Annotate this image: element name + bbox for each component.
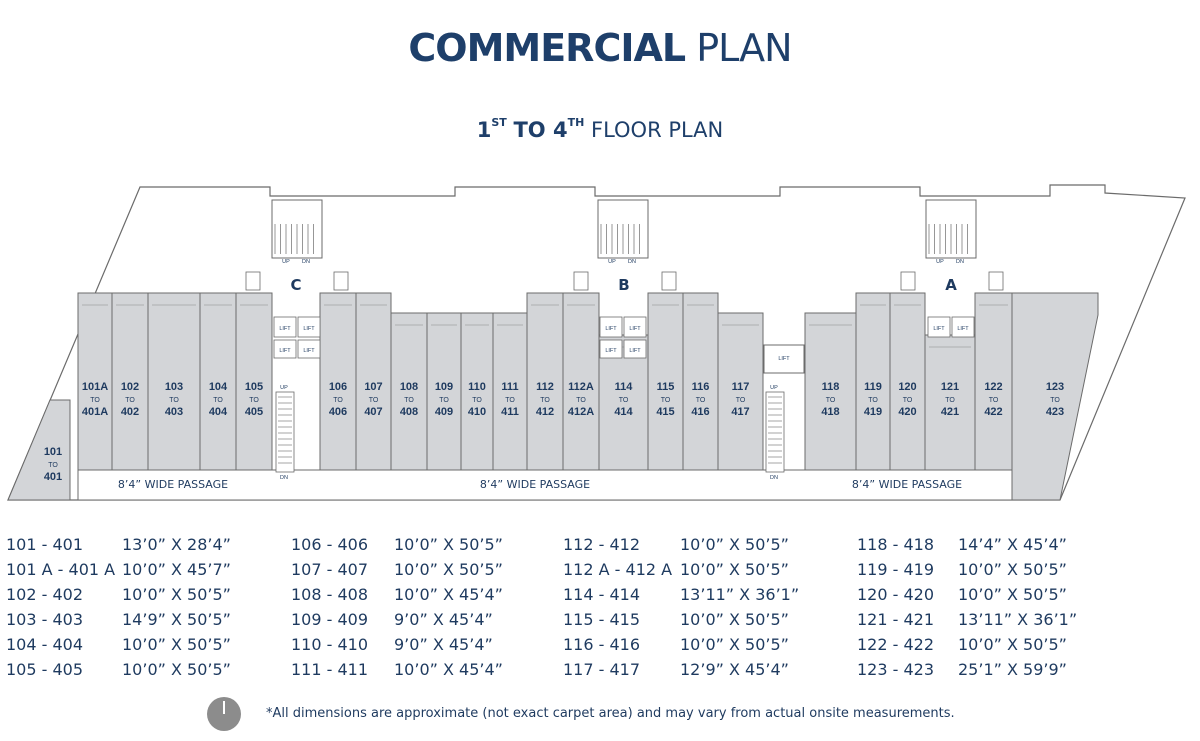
dimension-row	[563, 607, 833, 632]
dimension-unit: 103 - 403	[6, 610, 84, 629]
unit-number-top: 116	[691, 381, 710, 393]
dimension-size: 10’0” X 45’4”	[394, 660, 503, 679]
dimension-column	[291, 532, 561, 682]
unit-number-top: 121	[940, 381, 960, 393]
disclaimer-note: *All dimensions are approximate (not exact carpet area) and may vary from actual onsite measurements.	[266, 706, 955, 721]
unit-to-word: TO	[125, 397, 135, 404]
unit-number-bottom: 403	[164, 406, 184, 418]
unit-to-word: TO	[249, 397, 259, 404]
unit-109	[427, 313, 461, 470]
unit-to-word: TO	[48, 462, 58, 469]
subtitle-n1: 1	[476, 118, 492, 142]
dimension-row	[291, 582, 561, 607]
unit-number-bottom: 419	[863, 406, 883, 418]
dimension-row	[857, 657, 1127, 682]
stair-up-label: UP	[608, 259, 616, 265]
unit-112	[527, 293, 563, 470]
unit-number-top: 115	[656, 381, 675, 393]
dimension-row	[6, 657, 276, 682]
unit-number-bottom: 421	[940, 406, 960, 418]
unit-to-word: TO	[868, 397, 878, 404]
unit-number-bottom: 422	[984, 406, 1003, 418]
dimension-size: 10’0” X 50’5”	[680, 610, 789, 629]
stair-run	[766, 392, 784, 472]
subtitle-rest: FLOOR PLAN	[590, 118, 724, 142]
unit-number-bottom: 408	[399, 406, 419, 418]
north-compass-icon	[207, 697, 241, 731]
dimension-row	[291, 532, 561, 557]
lift-label: LIFT	[778, 356, 790, 362]
unit-to-word: TO	[169, 397, 179, 404]
stair-dn-label: DN	[302, 259, 310, 265]
passage-label: 8’4” WIDE PASSAGE	[851, 478, 963, 491]
core-label: A	[945, 276, 957, 294]
stair-run	[276, 392, 294, 472]
dimension-unit: 109 - 409	[291, 610, 369, 629]
unit-119	[856, 293, 890, 470]
unit-to-word: TO	[472, 397, 482, 404]
stair-dn-label: DN	[770, 475, 778, 481]
title-bold: COMMERCIAL	[408, 26, 686, 70]
unit-number-top: 119	[864, 381, 882, 393]
dimension-unit: 101 A - 401 A	[6, 560, 116, 579]
passage-label: 8’4” WIDE PASSAGE	[117, 478, 229, 491]
dimension-unit: 101 - 401	[6, 535, 84, 554]
unit-number-top: 117	[731, 381, 750, 393]
lift-label: LIFT	[303, 348, 315, 354]
dimension-row	[6, 607, 276, 632]
stair-up-label: UP	[770, 385, 778, 391]
subtitle-to: TO 4	[513, 118, 568, 142]
unit-number-bottom: 410	[467, 406, 487, 418]
dimension-row	[857, 532, 1127, 557]
floor-plan-drawing	[0, 180, 1200, 510]
dimension-size: 9’0” X 45’4”	[394, 610, 493, 629]
dimension-column	[857, 532, 1127, 682]
dimension-unit: 120 - 420	[857, 585, 935, 604]
unit-number-bottom: 414	[614, 406, 633, 418]
unit-number-bottom: 401	[43, 471, 63, 483]
dimension-unit: 114 - 414	[563, 585, 641, 604]
stair-dn-label: DN	[956, 259, 964, 265]
unit-blocks	[44, 293, 1064, 483]
dimension-size: 10’0” X 50’5”	[680, 535, 789, 554]
unit-107	[356, 293, 391, 470]
unit-number-bottom: 407	[364, 406, 383, 418]
unit-105	[236, 293, 272, 470]
stair-dn-label: DN	[280, 475, 288, 481]
dimension-size: 10’0” X 50’5”	[958, 635, 1067, 654]
core-label: C	[290, 276, 302, 294]
dimension-size: 12’9” X 45’4”	[680, 660, 789, 679]
lift-label: LIFT	[933, 326, 945, 332]
lift-label: LIFT	[279, 326, 291, 332]
dimension-size: 10’0” X 50’5”	[394, 535, 503, 554]
dimension-column	[6, 532, 276, 682]
dimension-unit: 108 - 408	[291, 585, 369, 604]
lift-label: LIFT	[605, 326, 617, 332]
unit-number-bottom: 420	[898, 406, 917, 418]
dimension-unit: 115 - 415	[563, 610, 641, 629]
unit-117	[718, 313, 763, 470]
dimension-row	[563, 582, 833, 607]
unit-number-bottom: 423	[1045, 406, 1065, 418]
dimension-size: 10’0” X 50’5”	[122, 585, 231, 604]
unit-to-word: TO	[618, 397, 629, 404]
dimension-unit: 116 - 416	[563, 635, 641, 654]
dimension-size: 13’11” X 36’1”	[680, 585, 800, 604]
unit-to-word: TO	[735, 397, 746, 404]
dimension-unit: 105 - 405	[6, 660, 84, 679]
unit-number-top: 102	[120, 381, 140, 393]
unit-number-top: 114	[614, 381, 633, 393]
dimension-size: 14’9” X 50’5”	[122, 610, 231, 629]
lift-label: LIFT	[629, 348, 641, 354]
unit-112a	[563, 293, 599, 470]
unit-to-word: TO	[902, 397, 913, 404]
dimension-row	[6, 582, 276, 607]
lift-label: LIFT	[957, 326, 969, 332]
unit-number-bottom: 411	[501, 406, 519, 418]
lift-label: LIFT	[303, 326, 315, 332]
unit-number-top: 112A	[568, 381, 594, 393]
unit-to-word: TO	[988, 397, 999, 404]
unit-number-top: 109	[434, 381, 454, 393]
unit-to-word: TO	[540, 397, 550, 404]
subtitle-s1: ST	[491, 116, 507, 129]
unit-102	[112, 293, 148, 470]
dimension-unit: 104 - 404	[6, 635, 84, 654]
dimension-size: 10’0” X 45’7”	[122, 560, 231, 579]
dimension-row	[857, 557, 1127, 582]
unit-number-bottom: 416	[691, 406, 710, 418]
dimension-row	[6, 532, 276, 557]
dimension-unit: 106 - 406	[291, 535, 369, 554]
unit-number-bottom: 404	[208, 406, 228, 418]
dimension-unit: 112 - 412	[563, 535, 641, 554]
dimension-unit: 110 - 410	[291, 635, 369, 654]
unit-to-word: TO	[695, 397, 706, 404]
unit-number-top: 101A	[81, 381, 109, 393]
unit-101a	[78, 293, 112, 470]
unit-number-bottom: 415	[656, 406, 675, 418]
unit-number-bottom: 409	[434, 406, 454, 418]
dimension-row	[857, 607, 1127, 632]
unit-number-bottom: 406	[328, 406, 348, 418]
unit-to-word: TO	[90, 397, 100, 404]
unit-to-word: TO	[576, 397, 586, 404]
unit-to-word: TO	[368, 397, 379, 404]
floor-plan-subtitle	[0, 118, 1200, 142]
unit-number-bottom: 412A	[567, 406, 595, 418]
dimension-unit: 121 - 421	[857, 610, 935, 629]
unit-103	[148, 293, 200, 470]
dimension-unit: 102 - 402	[6, 585, 84, 604]
lift-label: LIFT	[605, 348, 617, 354]
dimension-unit: 117 - 417	[563, 660, 641, 679]
dimension-size: 13’11” X 36’1”	[958, 610, 1078, 629]
dimension-row	[291, 632, 561, 657]
unit-to-word: TO	[333, 397, 343, 404]
unit-number-top: 103	[164, 381, 184, 393]
unit-to-word: TO	[213, 397, 223, 404]
dimension-size: 10’0” X 50’5”	[958, 585, 1067, 604]
dimension-size: 9’0” X 45’4”	[394, 635, 493, 654]
unit-to-word: TO	[505, 397, 515, 404]
passage-label: 8’4” WIDE PASSAGE	[479, 478, 591, 491]
dimension-size: 10’0” X 50’5”	[680, 635, 789, 654]
stair-up-label: UP	[280, 385, 288, 391]
dimension-row	[291, 557, 561, 582]
unit-number-bottom: 418	[821, 406, 840, 418]
unit-number-top: 111	[501, 381, 519, 393]
dimension-unit: 118 - 418	[857, 535, 935, 554]
unit-115	[648, 293, 683, 470]
stair-up-label: UP	[936, 259, 944, 265]
dimension-size: 10’0” X 50’5”	[394, 560, 503, 579]
dimension-unit: 119 - 419	[857, 560, 935, 579]
unit-to-word: TO	[1050, 397, 1060, 404]
unit-to-word: TO	[660, 397, 671, 404]
dimension-unit: 122 - 422	[857, 635, 935, 654]
stair-dn-label: DN	[628, 259, 636, 265]
subtitle-s2: TH	[567, 116, 585, 129]
dimension-row	[857, 582, 1127, 607]
dimension-unit: 107 - 407	[291, 560, 369, 579]
unit-104	[200, 293, 236, 470]
lift-label: LIFT	[279, 348, 291, 354]
unit-118	[805, 313, 856, 470]
unit-106	[320, 293, 356, 470]
dimension-size: 10’0” X 50’5”	[122, 660, 231, 679]
unit-number-top: 108	[399, 381, 419, 393]
dimension-size: 14’4” X 45’4”	[958, 535, 1067, 554]
unit-number-top: 106	[328, 381, 348, 393]
unit-number-top: 110	[468, 381, 486, 393]
dimension-size: 25’1” X 59’9”	[958, 660, 1067, 679]
unit-110	[461, 313, 493, 470]
dimension-row	[291, 657, 561, 682]
dimension-row	[563, 632, 833, 657]
unit-number-top: 105	[244, 381, 264, 393]
unit-to-word: TO	[825, 397, 836, 404]
unit-number-bottom: 417	[731, 406, 750, 418]
dimension-row	[563, 657, 833, 682]
unit-108	[391, 313, 427, 470]
unit-number-top: 104	[208, 381, 228, 393]
unit-number-bottom: 402	[120, 406, 140, 418]
core-label: B	[618, 276, 630, 294]
unit-number-top: 120	[898, 381, 917, 393]
unit-number-top: 107	[364, 381, 383, 393]
dimension-size: 10’0” X 50’5”	[680, 560, 789, 579]
dimension-unit: 112 A - 412 A	[563, 560, 673, 579]
dimension-size: 10’0” X 50’5”	[958, 560, 1067, 579]
title-normal: PLAN	[696, 26, 792, 70]
unit-number-top: 118	[821, 381, 840, 393]
dimension-row	[6, 557, 276, 582]
unit-121	[925, 335, 975, 470]
stair-up-label: UP	[282, 259, 290, 265]
dimension-unit: 123 - 423	[857, 660, 935, 679]
unit-number-top: 122	[984, 381, 1003, 393]
unit-to-word: TO	[439, 397, 449, 404]
unit-122	[975, 293, 1012, 470]
dimension-column	[563, 532, 833, 682]
dimension-size: 10’0” X 50’5”	[122, 635, 231, 654]
dimension-row	[291, 607, 561, 632]
unit-111	[493, 313, 527, 470]
unit-to-word: TO	[945, 397, 955, 404]
dimension-size: 13’0” X 28’4”	[122, 535, 231, 554]
unit-number-bottom: 405	[244, 406, 264, 418]
unit-number-top: 101	[43, 446, 63, 458]
unit-number-top: 112	[536, 381, 554, 393]
unit-116	[683, 293, 718, 470]
lift-label: LIFT	[629, 326, 641, 332]
dimension-row	[857, 632, 1127, 657]
unit-number-bottom: 401A	[81, 406, 109, 418]
dimension-row	[563, 532, 833, 557]
dimension-size: 10’0” X 45’4”	[394, 585, 503, 604]
page-title	[0, 26, 1200, 70]
dimension-unit: 111 - 411	[291, 660, 369, 679]
unit-number-bottom: 412	[535, 406, 555, 418]
dimension-row	[563, 557, 833, 582]
unit-120	[890, 293, 925, 470]
unit-to-word: TO	[404, 397, 414, 404]
dimension-row	[6, 632, 276, 657]
unit-number-top: 123	[1045, 381, 1065, 393]
